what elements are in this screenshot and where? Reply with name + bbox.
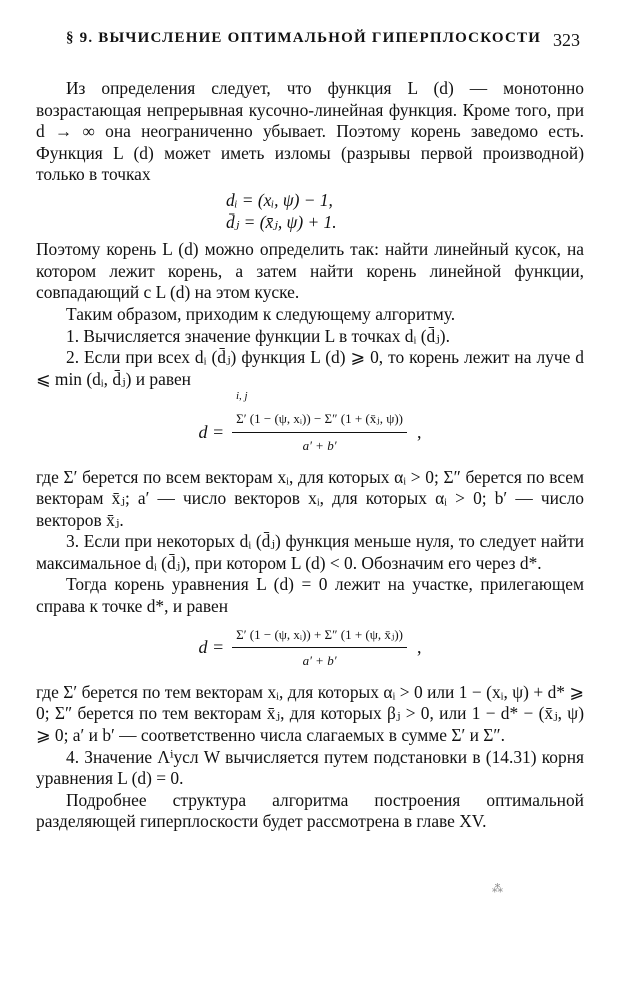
fraction bbox=[232, 408, 407, 456]
algorithm-step-2: 2. Если при всех dᵢ (d̄ⱼ) функция L (d) ⩾ 0, то корень лежит на луче d ⩽ min (dᵢ, d̄ⱼ) и равен bbox=[36, 347, 584, 389]
running-header bbox=[66, 30, 580, 54]
formula-root-nonnegative bbox=[36, 408, 584, 456]
breakpoints-formula bbox=[36, 190, 584, 233]
scan-speck-mark: ⁂ bbox=[492, 883, 503, 895]
formula-root-negative bbox=[36, 624, 584, 672]
paragraph-algorithm-intro: Таким образом, приходим к следующему алгоритму. bbox=[66, 303, 456, 324]
fraction-numerator: Σ′ (1 − (ψ, xᵢ)) + Σ″ (1 + (ψ, x̄ⱼ)) bbox=[232, 624, 407, 649]
page-body bbox=[36, 78, 584, 833]
algorithm-step-4: 4. Значение Λⁱусл W вычисляется путем подстановки в (14.31) корня уравнения L (d) = 0. bbox=[36, 746, 584, 789]
paragraph-root-method: Поэтому корень L (d) можно определить так: найти линейный кусок, на котором лежит корень, а затем найти корень линейной функции, совпадающий с L (d) на этом куске. bbox=[36, 239, 584, 303]
formula-tail: , bbox=[417, 636, 422, 657]
formula-lhs: d = bbox=[198, 636, 225, 657]
fraction bbox=[232, 624, 407, 672]
paragraph-root-location: Тогда корень уравнения L (d) = 0 лежит на участке, прилегающем справа к точке d*, и равен bbox=[36, 574, 584, 617]
paragraph-definition: Из определения следует, что функция L (d) — монотонно возрастающая непрерывная кусочно-линейная функция. Кроме того, при d → ∞ она неограниченно убывает. Поэтому корень заведомо есть. Функция L (d) может иметь изломы (разрывы первой производной) только в точках bbox=[36, 78, 584, 185]
algorithm-step-3: 3. Если при некоторых dᵢ (d̄ⱼ) функция меньше нуля, то следует найти максимальное dᵢ (d̄ⱼ), при котором L (d) < 0. Обозначим его через d*. bbox=[36, 531, 584, 573]
formula-line-d-j: d̄ⱼ = (x̄ⱼ, ψ) + 1. bbox=[226, 211, 337, 232]
page-number: 323 bbox=[553, 30, 580, 50]
algorithm-step-1: 1. Вычисляется значение функции L в точках dᵢ (d̄ⱼ). bbox=[66, 325, 450, 346]
fraction-denominator: a′ + b′ bbox=[302, 437, 337, 453]
paragraph-sums-conditions: где Σ′ берется по тем векторам xᵢ, для которых αᵢ > 0 или 1 − (xᵢ, ψ) + d* ⩾ 0; Σ″ берется по тем векторам x̄ⱼ, для которых βⱼ > 0, или 1 − d* − (x̄ⱼ, ψ) ⩾ 0; a′ и b′ — соответственно числа слагаемых в сумме Σ′ и Σ″. bbox=[36, 681, 584, 746]
formula-lhs: d = bbox=[198, 421, 225, 442]
fraction-numerator: Σ′ (1 − (ψ, xᵢ)) − Σ″ (1 + (x̄ⱼ, ψ)) bbox=[232, 408, 407, 433]
paragraph-sums-definition: где Σ′ берется по всем векторам xᵢ, для которых αᵢ > 0; Σ″ берется по всем векторам x̄ⱼ; a′ — число векторов xᵢ, для которых αᵢ > 0; b′ — число векторов x̄ⱼ. bbox=[36, 466, 584, 530]
section-title: § 9. ВЫЧИСЛЕНИЕ ОПТИМАЛЬНОЙ ГИПЕРПЛОСКОСТИ bbox=[66, 30, 542, 46]
fraction-denominator: a′ + b′ bbox=[302, 653, 337, 669]
formula-line-d-i: dᵢ = (xᵢ, ψ) − 1, bbox=[226, 189, 333, 210]
formula-tail: , bbox=[417, 421, 422, 442]
paragraph-chapter-reference: Подробнее структура алгоритма построения оптимальной разделяющей гиперплоскости будет рассмотрена в главе XV. bbox=[36, 789, 584, 832]
min-subscript: i, j bbox=[236, 390, 248, 403]
